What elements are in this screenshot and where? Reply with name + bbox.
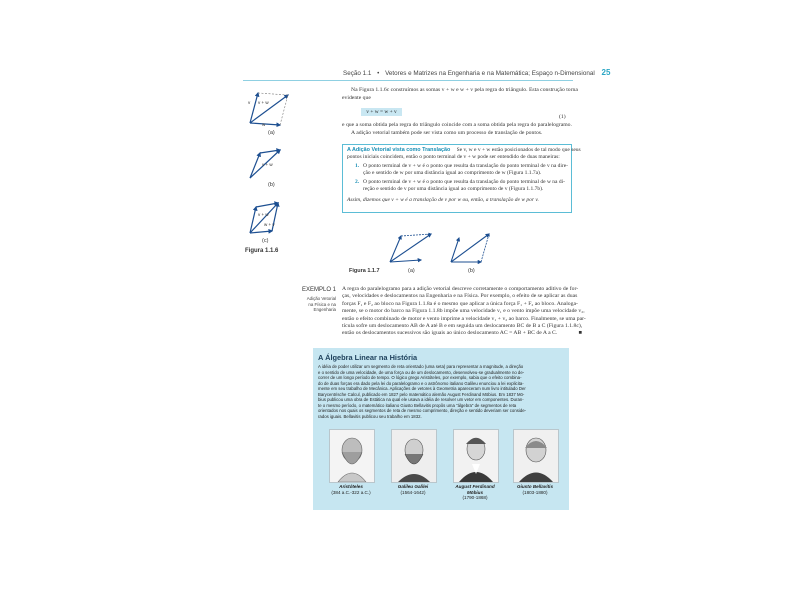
definition-closing: Assim, dizemos que v + w é a translação de v por w ou, então, a translação de w por v. [347,197,539,203]
example-line-7: então os deslocamentos sucessivos são iguais ao único deslocamento AC = AB + BC de A a C. [342,330,558,337]
history-line: rados iguais. Bellavitis publicou seu trabalho em 1832. [318,413,422,419]
example-sub-2: na Física e na [308,301,336,307]
history-text [318,364,564,419]
portrait-aristoteles [329,429,375,483]
history-line: Barycentrische Calcul, publicado em 1827 pelo matemático alemão August Ferdinand Möbius. Em 1837 Mö- [318,391,525,397]
history-line: orientados nos quais os segmentos de reta de mesmo comprimento, direção e sentido deveriam ser conside- [318,408,527,413]
figure-1-1-6 [240,85,300,260]
equation-number: (1) [559,114,566,120]
fig116c-vw-label: v + w [258,212,269,217]
intro-line-2: evidente que [342,95,371,101]
definition-item-2-a: O ponto terminal de v + w é o ponto que resulta da translação do ponto terminal de w na di- [363,179,565,185]
equation-box: v + w = w + v [361,108,402,116]
fig116c-diagram [250,203,278,233]
figure-1-1-7 [385,228,495,273]
definition-item-1-num: 1. [355,163,360,169]
example-line-3: forças F₁ e F₂ ao bloco na Figura 1.1.8a é o mesmo que aplicar a única força F₁ + F₂ ao bloco. Analoga- [342,300,578,307]
bust-icon [392,430,436,482]
person-years: (1803-1880) [522,489,548,495]
bust-icon [514,430,558,482]
portrait-galileu [391,429,437,483]
fig116a-v-label: v [248,100,251,105]
portrait-bellavitis [513,429,559,483]
fig117a-caption: (a) [408,268,415,274]
section-label: Seção 1.1 [343,70,372,77]
history-line: do de duas forças era dado pela lei do paralelogramo e o astrônomo italiano Galileu enunciou a lei explicita- [318,380,524,386]
history-line: te o mesmo período, o matemático italiano Giusto Bellavitis propôs uma "álgebra" de segmentos de reta [318,402,517,408]
header-bullet: • [377,70,380,77]
example-body [342,286,586,338]
fig116c-caption: (c) [262,238,269,244]
person-name: Aristóteles [339,484,363,489]
fig116b-caption: (b) [268,182,275,188]
definition-item-1-a: O ponto terminal de v + w é o ponto que resulta da translação do ponto terminal de v na dire- [363,163,569,169]
person-name: August Ferdinand Möbius [455,484,495,495]
history-line: A idéia de poder utilizar um segmento de reta orientado (uma seta) para representar a magnitude, a direção [318,364,524,369]
history-box [313,348,569,510]
definition-item-2-b: reção e sentido de v por uma distância igual ao comprimento de v (Figura 1.1.7b). [363,186,544,192]
person-name: Giusto Bellavitis [517,484,553,489]
caption-mobius [447,484,503,501]
caption-bellavitis [505,484,565,495]
definition-item-1-b: ção e sentido de w por uma distância igual ao comprimento de w (Figura 1.1.7a). [363,170,542,176]
example-label: EXEMPLO 1 [301,287,336,293]
person-years: (384 a.C.-322 a.C.) [331,489,371,495]
page-number: 25 [601,68,611,77]
fig116a-diagram [250,93,288,125]
definition-lead-2: pontos iniciais coincidem, então o ponto terminal de v + w pode ser entendido de duas maneiras: [347,154,560,160]
definition-lead: Se v, w e v + w estão posicionados de tal modo que seus [456,147,581,153]
fig117b-caption: (b) [468,268,475,274]
figure-1-1-7-label: Figura 1.1.7 [349,268,380,274]
fig116a-w-label: w [262,122,266,127]
fig117a-diagram [390,234,431,262]
example-line-4: mente, se o motor do barco na Figura 1.1.8b impõe uma velocidade v₁ e o vento impõe uma velocidade v₂, [342,308,585,315]
example-sub-1: Adição Vetorial [306,296,336,301]
person-name: Galileu Galilei [397,484,429,489]
example-line-2: ças, velocidades e deslocamentos na Engenharia e na Física. Por exemplo, o efeito de se aplicar as duas [342,293,578,300]
fig116b-vw-label: v + w [262,162,273,167]
definition-title: A Adição Vetorial vista como Translação [347,147,451,153]
caption-aristoteles [319,484,383,495]
fig117b-diagram [451,234,489,262]
portrait-mobius [453,429,499,483]
history-line: bius publicou uma obra de Estática na qual ele usava a idéia de resolver um vetor em componentes. Duran- [318,397,524,402]
chapter-title: Vetores e Matrizes na Engenharia e na Matemática; Espaço n-Dimensional [385,70,595,77]
person-years: (1564-1642) [400,489,426,495]
definition-item-2-num: 2. [355,179,360,185]
history-line: correr de um longo período de tempo. O lógico grego Aristóteles, por exemplo, sabia que o efeito combina- [318,375,522,380]
intro-line-4: A adição vetorial também pode ser vista como um processo de translação de pontos. [351,130,543,136]
bust-icon [330,430,374,482]
history-line: e o sentido de uma velocidade, de uma força ou de um deslocamento, desenvolveu-se gradualmente no de- [318,369,525,375]
caption-galileu [383,484,443,495]
example-end-mark: ■ [578,330,583,337]
example-sub-3: Engenharia [313,307,336,313]
example-subtitle [258,296,336,313]
example-line-6: tícula sofre um deslocamento AB de A até B e em seguida um deslocamento BC de B a C (Figura 1.1.8c), [342,323,583,330]
fig116c-wv-label: w + v [264,222,275,227]
history-title: A Álgebra Linear na História [318,353,418,362]
figure-1-1-6-label: Figura 1.1.6 [245,248,279,254]
fig116a-vw-label: v + w [258,100,269,105]
bust-icon [454,430,498,482]
history-line: mente em seu trabalho de Mecânica. Aplicações de vetores à Geometria apareceram num livro intitulado Der [318,386,526,391]
header-rule [243,80,573,81]
intro-line-3: e que a soma obtida pela regra do triângulo coincide com a soma obtida pela regra do paralelogramo. [342,122,572,128]
definition-box [342,144,581,213]
fig116a-caption: (a) [268,130,275,136]
intro-line-1: Na Figura 1.1.6c construímos as somas v + w e w + v pela regra do triângulo. Esta construção torna [351,87,578,93]
running-header [343,68,611,77]
example-line-1: A regra do paralelogramo para a adição vetorial descreve corretamente o comportamento aditivo de for- [342,286,579,292]
example-line-5: então o efeito combinado de motor e vento imprime a velocidade v₁ + v₂ ao barco. Finalmente, se uma par- [342,315,586,322]
person-years: (1790-1868) [462,495,488,501]
